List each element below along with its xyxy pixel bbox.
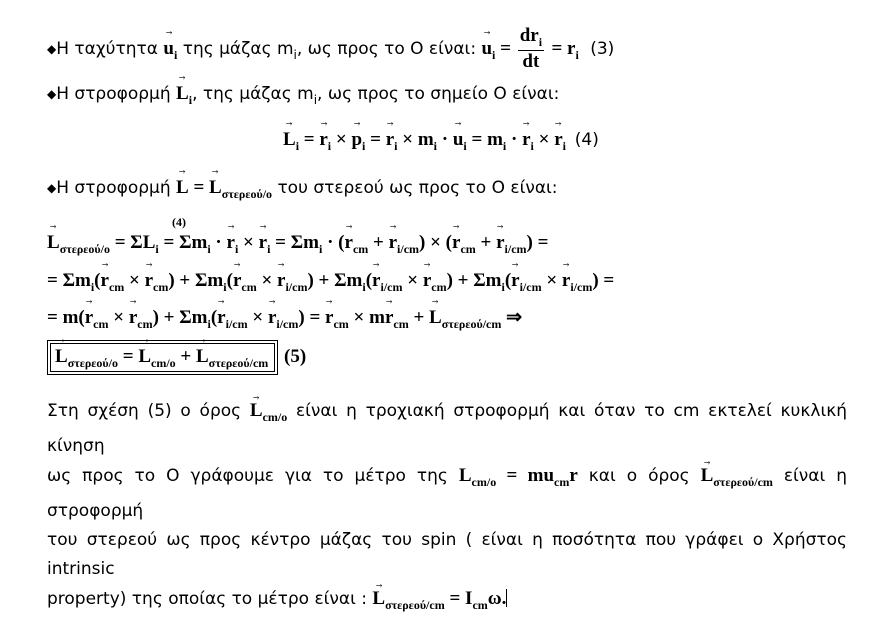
equation-4: → $L_i$ = → $r_i$ × → $p_i$ = → $r_i \times m_i$ · → $u_i = m_i$ · → $r_i$ × → $r_i$ (4) [283, 129, 599, 154]
derivation-row-3: = $m(\to r_{cm}$ × → $r_{cm}) + \Sigma m_i(\to r_{i/cm}$ × → $r_{i/cm}$) = → $r_{cm} \times m\to r_{cm}$ + → $L_{\sigma\tau\varepsilon\rho\varepsilon oύ/cm}$ ⇒ [47, 306, 522, 332]
derivative-fraction: $\frac{dr_i}{dt}$ [519, 25, 543, 72]
text-cursor[interactable] [506, 589, 507, 607]
explanation-paragraph [47, 396, 847, 620]
equation-tag-3: (3) [590, 38, 615, 59]
velocity-symbol: → u [163, 39, 174, 58]
paragraph-line-2: ως προς το Ο γράφουμε για το μέτρο της $L_{cm/o} = mu_{cm}r$ και ο $ό\rho o\varsigma \to L_{\sigma\tau\varepsilon\rho\varepsilon oύ/cm}$ είναι η στροφορμή [47, 461, 847, 526]
angular-momentum-statement: ◆Η $\sigma\tau\rho o\varphi o\rho\mu ή \to L_i$, της μάζας $m_i$, ως προς το σημείο Ο είναι: [47, 84, 559, 106]
bullet-diamond-icon: ◆ [47, 181, 57, 195]
equation-tag-5: (5) [284, 346, 307, 367]
boxed-result-equation-5: → $L_{\sigma\tau\varepsilon\rho\varepsilon oύ/o}$ = → $L_{cm/o}$ + → $L_{\sigma\tau\varepsilon\rho\varepsilon oύ/cm}$ (5) [50, 346, 306, 371]
equation-tag-4: (4) [574, 130, 599, 150]
paragraph-line-4: property) της οποίας το μέτρο είναι : → $L_{\sigma\tau\varepsilon\rho\varepsilon oύ/cm} = I_{cm}\omega$. [47, 584, 847, 620]
angular-momentum-symbol: → L [176, 84, 189, 103]
bullet-diamond-icon: ◆ [47, 87, 57, 101]
derivation-row-1: → $L_{\sigma\tau\varepsilon\rho\varepsilon oύ/o} = \Sigma L_i$ (4) = $\Sigma m_i$ · → $r_i$ × → $r_i = \Sigma m_i$ · (→ $r_{cm}$ + → $r_{i/cm}$) × (→ $r_{cm}$ + → $r_{i/cm}$) = [47, 232, 548, 257]
equation-4-reference-marker: (4) [172, 215, 186, 229]
bullet-diamond-icon: ◆ [47, 41, 57, 56]
velocity-statement: ◆Η $\tau\alpha\chi ύ\tau\eta\tau\alpha \to u_i$ της μάζας $m_i$, ως προς το Ο είναι: → $u_i$ = $\frac{dr_i}{dt}$ = $r_i$ (3) [47, 26, 614, 72]
derivation-row-2: = $\Sigma m_i(\to r_{cm}$ × → $r_{cm}) + \Sigma m_i(\to r_{cm}$ × → $r_{i/cm}) + \Sigma m_i(\to r_{i/cm}$ × → $r_{cm}) + \Sigma m_i(\to r_{i/cm}$ × → $r_{i/cm}$) = [47, 270, 614, 295]
paragraph-line-1: Στη σχέση (5) ο $ό\rho o\varsigma \to L_{cm/o}$ είναι η τροχιακή στροφορμή και όταν το cm εκτελεί κυκλική κίνηση [47, 396, 847, 461]
rigid-body-statement: ◆Η στροφορμή → L = → $L_{\sigma\tau\varepsilon\rho\varepsilon oύ/o}$ του στερεού ως προς το Ο είναι: [47, 178, 558, 200]
paragraph-line-3: του στερεού ως προς κέντρο μάζας του spin ( είναι η ποσότητα που γράφει ο Χρήστος intrinsic [47, 530, 847, 579]
